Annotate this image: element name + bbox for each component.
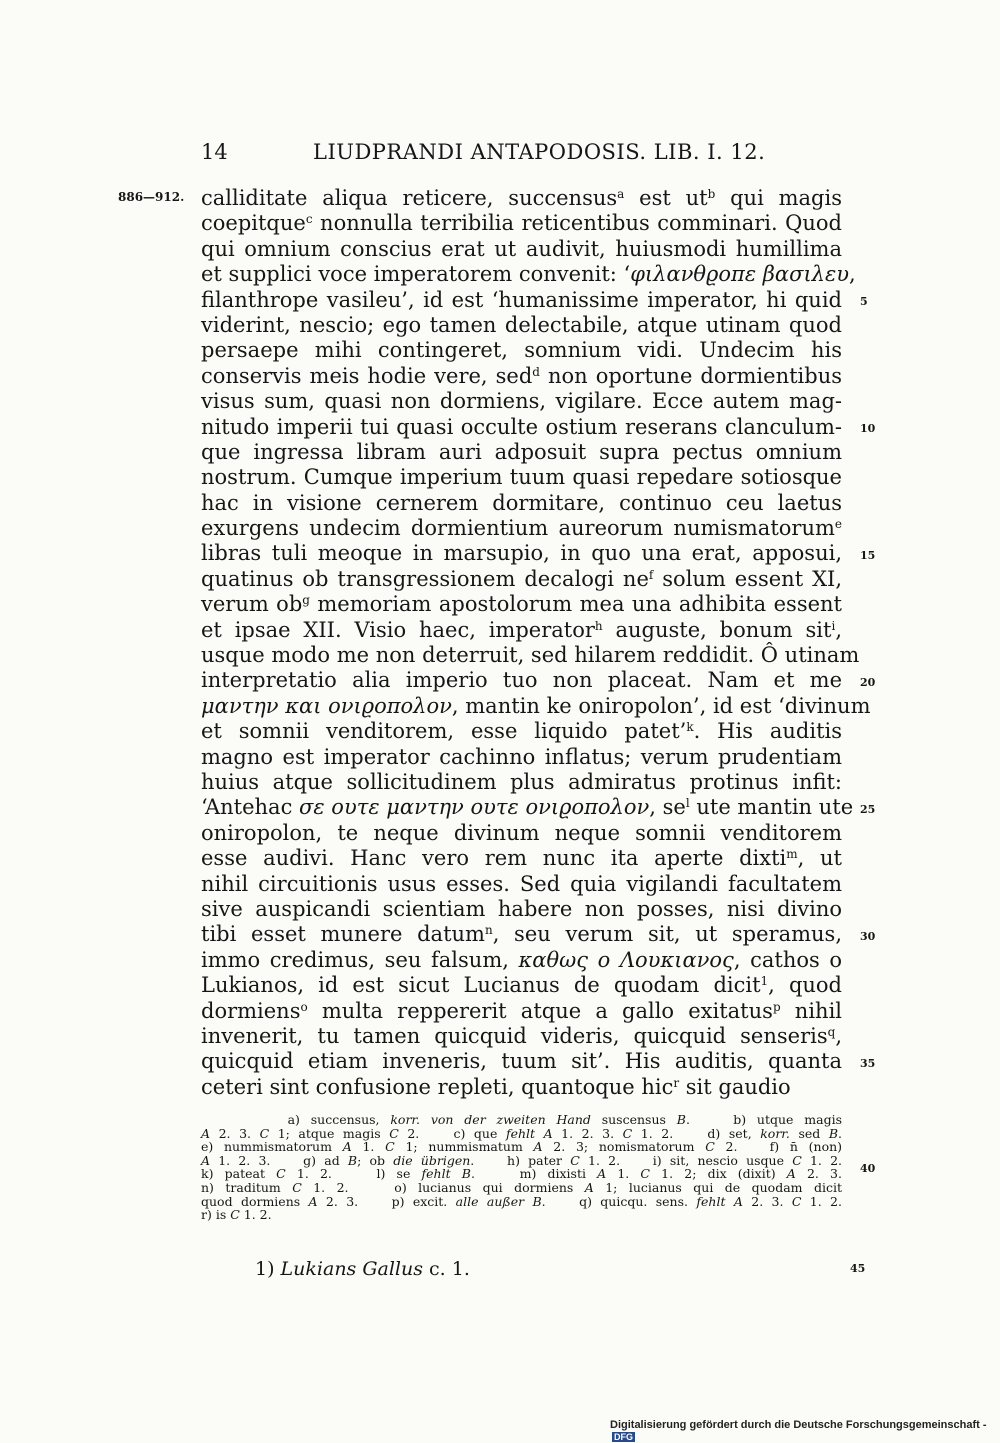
margin-years: 886—912. [118, 190, 185, 204]
text-line: ‘Antehac σε ουτε μαντην ουτε ονιϱοπολον, $se^l$ ute mantin ute [201, 795, 854, 820]
text-line: immo credimus, seu falsum, καθως ο Λουκιανος, cathos o [201, 947, 843, 972]
dfg-logo: DFG [614, 1432, 633, 1442]
text-line: μαντην και ονιϱοπολον, mantin ke oniropolon’, id est ‘divinum [201, 693, 871, 718]
digitization-credit [610, 1419, 1000, 1443]
text-line: et supplici voce imperatorem convenit: ‘φιλανθϱοπε βασιλευ, [201, 262, 856, 287]
text-line: esse audivi. Hanc vero rem nunc ita aperte dixti$^m$, ut [201, 846, 842, 871]
text-line: tibi esset munere datum$^n$, seu verum sit, ut speramus, [201, 922, 843, 947]
text-line: verum $ob^g$ memoriam apostolorum mea una adhibita essent [201, 592, 842, 617]
text-line: quatinus ob transgressionem decalogi $ne^f$ solum essent XI, [201, 566, 842, 591]
text-line: conservis meis hodie vere, sed$^d$ non oportune dormientibus [201, 363, 843, 388]
text-line: huius atque sollicitudinem plus admiratus protinus infit: [201, 769, 842, 794]
running-title: LIUDPRANDI ANTAPODOSIS. LIB. I. 12. [313, 140, 766, 164]
footnote-line: a) succensus, korr. von der zweiten Hand suscensus B. b) utque magis [201, 1112, 843, 1127]
text-line: magno est imperator cachinno inflatus; verum prudentiam [201, 744, 842, 769]
text-line: que ingressa libram auri adposuit supra pectus omnium [201, 439, 842, 464]
text-line: filanthrope vasileu’, id est ‘humanissime imperator, hi quid [201, 287, 842, 312]
line-number: 35 [860, 1056, 876, 1070]
source-note-line-number: 45 [850, 1262, 866, 1275]
text-line: persaepe mihi contingeret, somnium vidi. Undecim his [201, 338, 842, 363]
credit-text: Digitalisierung gefördert durch die Deutsche Forschungsgemeinschaft - [610, 1419, 987, 1431]
text-line: viderint, nescio; ego tamen delectabile, atque utinam quod [201, 312, 842, 337]
text-line: quicquid etiam inveneris, tuum sit’. His auditis, quanta [201, 1049, 842, 1074]
source-note: 1) Lukians Gallus c. 1. [255, 1258, 470, 1280]
text-line: Lukianos, id est sicut Lucianus de quodam dicit$^1$, quod [201, 973, 843, 998]
text-line: nihil circuitionis usus esses. Sed quia vigilandi facultatem [201, 871, 842, 896]
text-line: exurgens undecim dormientium aureorum numismatorum$^e$ [201, 516, 842, 541]
footnote-line: A 1. 2. 3. g) ad B; ob die übrigen. h) pater C 1. 2. i) sit, nescio usque C 1. 2. [201, 1152, 843, 1168]
text-line: invenerit, tu tamen quicquid videris, quicquid senseris$^q$, [201, 1023, 842, 1048]
page-number: 14 [201, 140, 228, 164]
text-line: calliditate aliqua reticere, succensus$^a$ est $ut^b$ qui magis [201, 186, 842, 210]
text-line: et ipsae XII. Visio haec, imperator$^h$ auguste, bonum sit$^i$, [201, 617, 842, 642]
line-number: 10 [860, 421, 876, 435]
footnote-line: e) nummismatorum A 1. C 1; nummismatum A 2. 3; nomismatorum C 2. f) n̄ (non) [201, 1139, 843, 1155]
line-number: 30 [860, 929, 876, 943]
text-line: dormiens$^o$ multa reppererit atque a gallo exitatus$^p$ nihil [201, 998, 842, 1023]
line-number: 20 [860, 675, 876, 689]
text-line: nostrum. Cumque imperium tuum quasi repedare sotiosque [201, 465, 842, 490]
text-line: sive auspicandi scientiam habere non posses, nisi divino [201, 896, 842, 921]
text-line: qui omnium conscius erat ut audivit, huiusmodi humillima [201, 236, 842, 261]
footnotes [201, 1113, 842, 1222]
line-number: 15 [860, 548, 876, 562]
line-number: 25 [860, 802, 876, 816]
footnote-line-number: 40 [860, 1162, 876, 1175]
text-line: usque modo me non deterruit, sed hilarem reddidit. Ô utinam [201, 643, 860, 668]
text-line: ceteri sint confusione repleti, quantoque hic$^r$ sit gaudio [201, 1074, 791, 1099]
text-line: oniropolon, te neque divinum neque somnii venditorem [201, 820, 842, 845]
text-line: hac in visione cernerem dormitare, continuo ceu laetus [201, 490, 842, 515]
text-line: interpretatio alia imperio tuo non placeat. Nam et me [201, 668, 842, 693]
text-line: et somnii venditorem, esse liquido patet’$^k$. His auditis [201, 719, 843, 744]
text-line: coepitque$^c$ nonnulla terribilia reticentibus comminari. Quod [201, 211, 842, 236]
text-line: visus sum, quasi non dormiens, vigilare. Ecce autem mag- [201, 389, 842, 414]
footnote-line: A 2. 3. C 1; atque magis C 2. c) que fehlt A 1. 2. 3. C 1. 2. d) set, korr. sed B. [201, 1125, 842, 1141]
footnote-line: n) traditum C 1. 2. o) lucianus qui dormiens A 1; lucianus qui de quodam dicit [201, 1179, 842, 1195]
footnote-line: quod dormiens A 2. 3. p) excit. alle außer B. q) quicqu. sens. fehlt A 2. 3. C 1. 2. [201, 1193, 842, 1209]
footnote-line: k) pateat C 1. 2. l) se fehlt B. m) dixisti A 1. C 1. 2; dix (dixit) A 2. 3. [201, 1166, 842, 1182]
line-number: 5 [860, 294, 868, 308]
text-line: nitudo imperii tui quasi occulte ostium reserans clanculum- [201, 414, 842, 439]
text-line: libras tuli meoque in marsupio, in quo una erat, apposui, [201, 541, 842, 566]
footnote-line: r) is C 1. 2. [201, 1207, 272, 1223]
